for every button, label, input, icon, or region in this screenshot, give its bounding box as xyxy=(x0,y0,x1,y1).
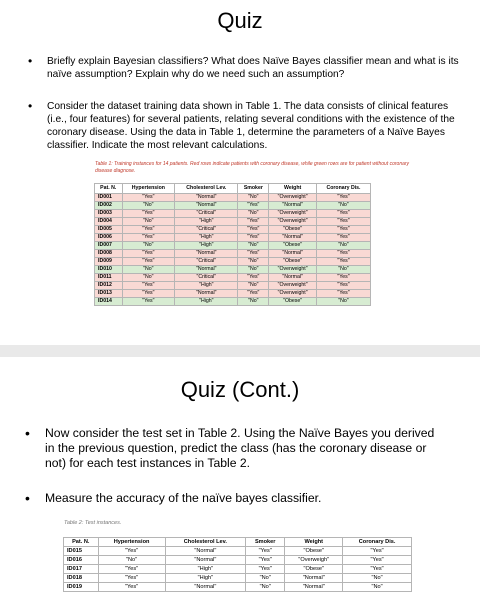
table-cell: "Yes" xyxy=(343,547,412,556)
table-cell: "No" xyxy=(98,556,165,565)
table-cell: "Yes" xyxy=(316,226,370,234)
table-cell: "Yes" xyxy=(316,290,370,298)
table-row xyxy=(95,202,371,210)
table-cell: "Yes" xyxy=(238,202,269,210)
bullet-text: Now consider the test set in Table 2. Using the Naïve Bayes you derived in the previous question, predict the class (has the coronary disease or not) for each test instances in Table 2. xyxy=(45,426,435,470)
table-cell: "Yes" xyxy=(122,282,175,290)
table-row xyxy=(95,218,371,226)
table-cell: "Overweight" xyxy=(269,266,317,274)
table-cell: "High" xyxy=(165,565,245,574)
table-header-row xyxy=(64,538,412,547)
column-header: Cholesterol Lev. xyxy=(175,184,238,194)
table-cell: "Overweight" xyxy=(269,194,317,202)
table-cell: "No" xyxy=(316,242,370,250)
table-cell: "No" xyxy=(238,282,269,290)
table-cell: "Yes" xyxy=(122,226,175,234)
table-cell: "Overweight" xyxy=(269,282,317,290)
table-cell: "Yes" xyxy=(238,250,269,258)
table-cell: "Yes" xyxy=(238,234,269,242)
table-cell: "Overweigh" xyxy=(285,556,343,565)
patient-id-cell: ID006 xyxy=(95,234,123,242)
patient-id-cell: ID004 xyxy=(95,218,123,226)
patient-id-cell: ID012 xyxy=(95,282,123,290)
table-cell: "Yes" xyxy=(238,226,269,234)
test-data-table xyxy=(63,537,412,592)
patient-id-cell: ID001 xyxy=(95,194,123,202)
table-cell: "No" xyxy=(122,274,175,282)
bullet-question-2 xyxy=(28,99,465,152)
bullet-text: Briefly explain Bayesian classifiers? What does Naïve Bayes classifier mean and what is its naïve assumption? Explain why do we need such an assumption? xyxy=(47,56,459,80)
table-row xyxy=(95,274,371,282)
table-cell: "Yes" xyxy=(122,258,175,266)
patient-id-cell: ID019 xyxy=(64,583,99,592)
patient-id-cell: ID009 xyxy=(95,258,123,266)
table-row xyxy=(95,266,371,274)
table-cell: "Normal" xyxy=(165,547,245,556)
table-cell: "No" xyxy=(238,258,269,266)
table-cell: "Yes" xyxy=(316,258,370,266)
table-cell: "Overweight" xyxy=(269,290,317,298)
table-cell: "Yes" xyxy=(316,234,370,242)
patient-id-cell: ID003 xyxy=(95,210,123,218)
column-header: Weight xyxy=(269,184,317,194)
table-cell: "Critical" xyxy=(175,226,238,234)
table-cell: "Yes" xyxy=(238,274,269,282)
bullet-dot: • xyxy=(28,99,33,113)
table-row xyxy=(95,242,371,250)
table-cell: "No" xyxy=(122,218,175,226)
patient-id-cell: ID014 xyxy=(95,298,123,306)
patient-id-cell: ID015 xyxy=(64,547,99,556)
table-cell: "Yes" xyxy=(238,218,269,226)
bullet-text: Consider the dataset training data shown in Table 1. The data consists of clinical features (i.e., four features) for several patients, relating several conditions with the existence of the coronary disease. Using the data in Table 1, determine the parameters of a Naïve Bayes classifier. Indicate the most relevant calculations. xyxy=(47,101,455,151)
table-cell: "Yes" xyxy=(316,250,370,258)
table-cell: "High" xyxy=(165,574,245,583)
table-cell: "Critical" xyxy=(175,274,238,282)
table-cell: "High" xyxy=(175,234,238,242)
table-cell: "Obese" xyxy=(285,547,343,556)
table-cell: "No" xyxy=(238,194,269,202)
table-cell: "Yes" xyxy=(316,274,370,282)
slide-divider xyxy=(0,345,480,357)
table-cell: "No" xyxy=(246,574,285,583)
table-cell: "Yes" xyxy=(316,282,370,290)
table-cell: "Yes" xyxy=(246,547,285,556)
patient-id-cell: ID007 xyxy=(95,242,123,250)
table-cell: "Yes" xyxy=(316,218,370,226)
table-row xyxy=(95,226,371,234)
table-cell: "Normal" xyxy=(285,583,343,592)
table-header-row xyxy=(95,184,371,194)
table-cell: "Yes" xyxy=(98,583,165,592)
bullet-dot: • xyxy=(25,490,30,506)
patient-id-cell: ID010 xyxy=(95,266,123,274)
table-cell: "Obese" xyxy=(285,565,343,574)
table-cell: "Obese" xyxy=(269,242,317,250)
table-cell: "Normal" xyxy=(175,266,238,274)
column-header: Smoker xyxy=(238,184,269,194)
table-cell: "Critical" xyxy=(175,258,238,266)
table-row xyxy=(95,298,371,306)
table-cell: "No" xyxy=(238,210,269,218)
column-header: Coronary Dis. xyxy=(343,538,412,547)
table-cell: "High" xyxy=(175,242,238,250)
patient-id-cell: ID005 xyxy=(95,226,123,234)
table-cell: "Normal" xyxy=(175,250,238,258)
table-cell: "Yes" xyxy=(98,574,165,583)
table-cell: "Normal" xyxy=(269,274,317,282)
table-cell: "Normal" xyxy=(175,194,238,202)
bullet-question-4 xyxy=(25,490,445,506)
table-cell: "Yes" xyxy=(122,210,175,218)
table-cell: "High" xyxy=(175,282,238,290)
patient-id-cell: ID011 xyxy=(95,274,123,282)
table-cell: "Normal" xyxy=(175,290,238,298)
table-cell: "No" xyxy=(238,242,269,250)
table-cell: "Normal" xyxy=(175,202,238,210)
table-cell: "Obese" xyxy=(269,258,317,266)
table-cell: "No" xyxy=(238,266,269,274)
table-cell: "Yes" xyxy=(122,250,175,258)
table-cell: "No" xyxy=(122,242,175,250)
bullet-dot: • xyxy=(25,425,30,441)
table-cell: "No" xyxy=(122,202,175,210)
table-cell: "Yes" xyxy=(316,210,370,218)
table-row xyxy=(64,565,412,574)
table-cell: "Normal" xyxy=(269,202,317,210)
bullet-question-1 xyxy=(28,54,467,81)
bullet-dot: • xyxy=(28,54,33,68)
table-cell: "Obese" xyxy=(269,226,317,234)
table-cell: "Yes" xyxy=(122,290,175,298)
table-cell: "Yes" xyxy=(316,194,370,202)
patient-id-cell: ID016 xyxy=(64,556,99,565)
table-cell: "Yes" xyxy=(246,556,285,565)
bullet-text: Measure the accuracy of the naïve bayes classifier. xyxy=(45,491,322,505)
patient-id-cell: ID017 xyxy=(64,565,99,574)
table-cell: "Overweight" xyxy=(269,218,317,226)
patient-id-cell: ID002 xyxy=(95,202,123,210)
table-cell: "Yes" xyxy=(98,547,165,556)
quiz-cont-slide xyxy=(0,357,480,610)
table-cell: "Overweight" xyxy=(269,210,317,218)
table-cell: "High" xyxy=(175,218,238,226)
table-cell: "Obese" xyxy=(269,298,317,306)
table-row xyxy=(95,282,371,290)
column-header: Hypertension xyxy=(122,184,175,194)
column-header: Smoker xyxy=(246,538,285,547)
table-cell: "Yes" xyxy=(122,298,175,306)
column-header: Hypertension xyxy=(98,538,165,547)
table-cell: "No" xyxy=(246,583,285,592)
table-row xyxy=(95,250,371,258)
table-1-caption: Table 1: Training instances for 14 patients. Red rows indicate patients with coronary disease, while green rows are for patient without coronary disease diagnose. xyxy=(95,161,410,174)
table-cell: "No" xyxy=(343,583,412,592)
column-header: Pat. N. xyxy=(64,538,99,547)
slide-title: Quiz (Cont.) xyxy=(180,377,300,402)
column-header: Weight xyxy=(285,538,343,547)
patient-id-cell: ID013 xyxy=(95,290,123,298)
table-row xyxy=(95,234,371,242)
column-header: Cholesterol Lev. xyxy=(165,538,245,547)
table-cell: "No" xyxy=(316,202,370,210)
table-row xyxy=(64,556,412,565)
table-row xyxy=(64,583,412,592)
table-row xyxy=(95,258,371,266)
table-cell: "No" xyxy=(343,574,412,583)
table-row xyxy=(95,194,371,202)
table-cell: "Normal" xyxy=(269,234,317,242)
table-row xyxy=(64,547,412,556)
table-2-caption: Table 2: Test instances. xyxy=(64,520,122,526)
table-cell: "No" xyxy=(316,298,370,306)
table-cell: "Normal" xyxy=(165,556,245,565)
patient-id-cell: ID018 xyxy=(64,574,99,583)
column-header: Pat. N. xyxy=(95,184,123,194)
table-row xyxy=(64,574,412,583)
table-cell: "Yes" xyxy=(246,565,285,574)
table-cell: "Normal" xyxy=(165,583,245,592)
table-cell: "Yes" xyxy=(122,194,175,202)
table-row xyxy=(95,210,371,218)
table-cell: "Yes" xyxy=(343,565,412,574)
training-data-table xyxy=(94,183,371,306)
table-cell: "No" xyxy=(122,266,175,274)
table-cell: "High" xyxy=(175,298,238,306)
table-cell: "Normal" xyxy=(285,574,343,583)
table-cell: "No" xyxy=(316,266,370,274)
table-row xyxy=(95,290,371,298)
table-cell: "Critical" xyxy=(175,210,238,218)
table-cell: "No" xyxy=(238,298,269,306)
table-cell: "Normal" xyxy=(269,250,317,258)
table-cell: "Yes" xyxy=(122,234,175,242)
slide-title: Quiz xyxy=(217,8,263,33)
table-cell: "Yes" xyxy=(343,556,412,565)
table-cell: "Yes" xyxy=(238,290,269,298)
bullet-question-3 xyxy=(25,425,445,471)
table-cell: "Yes" xyxy=(98,565,165,574)
patient-id-cell: ID008 xyxy=(95,250,123,258)
column-header: Coronary Dis. xyxy=(316,184,370,194)
